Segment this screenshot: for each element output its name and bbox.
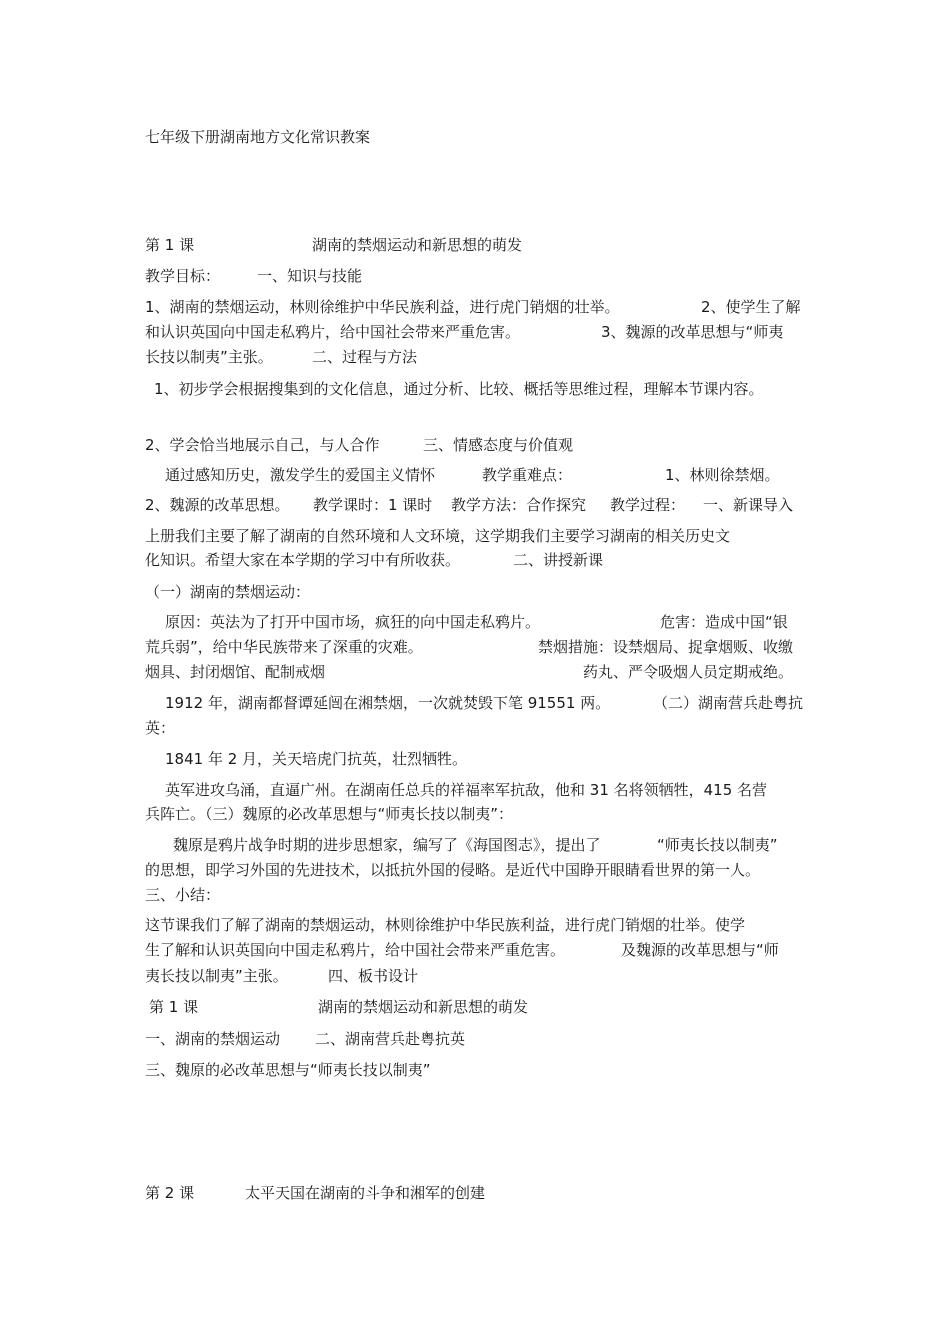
objective-knowledge: 一、知识与技能 xyxy=(257,267,363,285)
paragraph-line: 英军进攻乌涌，直逼广州。在湖南任总兵的祥福率军抗敌，他和 31 名将领牺牲，415 名营 xyxy=(165,781,768,799)
text-segment: 长技以制夷”主张。 xyxy=(145,348,273,366)
text-segment: “师夷长技以制夷” xyxy=(657,836,778,854)
paragraph-line: 1、初步学会根据搜集到的文化信息，通过分析、比较、概括等思维过程，理解本节课内容。 xyxy=(154,380,764,398)
section-heading: （一）湖南的禁烟运动： xyxy=(145,583,311,601)
paragraph-line: 兵阵亡。（三）魏原的必改革思想与“师夷长技以制夷”： xyxy=(145,805,514,823)
paragraph-line: 英： xyxy=(145,719,176,737)
text-segment: 1912 年，湖南都督谭延闿在湘禁烟，一次就焚毁下笔 91551 两。 xyxy=(165,694,611,712)
paragraph-line: 这节课我们了解了湖南的禁烟运动，林则徐维护中华民族利益，进行虎门销烟的壮举。使学 xyxy=(145,916,746,934)
lesson1-number: 第 1 课 xyxy=(145,236,195,254)
text-segment: 通过感知历史，激发学生的爱国主义情怀 xyxy=(165,466,436,484)
text-segment: 教学方法：合作探究 xyxy=(451,496,587,514)
text-segment: 2、学会恰当地展示自己，与人合作 xyxy=(145,436,380,454)
text-segment: 荒兵弱”，给中华民族带来了深重的灾难。 xyxy=(145,638,423,656)
text-segment: 及魏源的改革思想与“师 xyxy=(621,941,779,959)
text-segment: 四、板书设计 xyxy=(328,967,419,985)
paragraph-line: 上册我们主要了解了湖南的自然环境和人文环境，这学期我们主要学习湖南的相关历史文 xyxy=(145,527,731,545)
board-line: 三、魏原的必改革思想与“师夷长技以制夷” xyxy=(145,1061,431,1079)
text-segment: 危害：造成中国“银 xyxy=(660,613,788,631)
lesson2-title: 太平天国在湖南的斗争和湘军的创建 xyxy=(245,1184,486,1202)
text-segment: 3、魏源的改革思想与“师夷 xyxy=(601,323,784,341)
text-segment: 三、情感态度与价值观 xyxy=(423,436,574,454)
text-segment: 教学课时：1 课时 xyxy=(313,496,433,514)
text-segment: 二、过程与方法 xyxy=(312,348,418,366)
text-segment: 1、湖南的禁烟运动，林则徐维护中华民族利益，进行虎门销烟的壮举。 xyxy=(145,298,620,316)
text-segment: 夷长技以制夷”主张。 xyxy=(145,967,288,985)
text-segment: 1、林则徐禁烟。 xyxy=(665,466,780,484)
text-segment: 二、湖南营兵赴粤抗英 xyxy=(315,1030,466,1048)
text-segment: 一、湖南的禁烟运动 xyxy=(145,1030,281,1048)
text-segment: 2、使学生了解 xyxy=(701,298,801,316)
text-segment: （二）湖南营兵赴粤抗 xyxy=(653,694,804,712)
lesson1-title: 湖南的禁烟运动和新思想的萌发 xyxy=(312,236,523,254)
text-segment: 生了解和认识英国向中国走私鸦片，给中国社会带来严重危害。 xyxy=(145,941,566,959)
text-segment: 魏原是鸦片战争时期的进步思想家，编写了《海国图志》，提出了 xyxy=(173,836,601,854)
board-lesson-number: 第 1 课 xyxy=(149,998,199,1016)
text-segment: 原因：英法为了打开中国市场，疯狂的向中国走私鸦片。 xyxy=(165,613,541,631)
text-segment: 药丸、严令吸烟人员定期戒绝。 xyxy=(583,663,794,681)
text-segment: 禁烟措施：设禁烟局、捉拿烟贩、收缴 xyxy=(538,638,794,656)
objectives-label: 教学目标： xyxy=(145,267,221,285)
section-heading: 三、小结： xyxy=(145,886,221,904)
text-segment: 2、魏源的改革思想。 xyxy=(145,496,290,514)
text-segment: 教学重难点： xyxy=(482,466,573,484)
text-segment: 二、讲授新课 xyxy=(513,551,604,569)
lesson2-number: 第 2 课 xyxy=(145,1184,195,1202)
text-segment: 和认识英国向中国走私鸦片，给中国社会带来严重危害。 xyxy=(145,323,521,341)
text-segment: 教学过程： xyxy=(610,496,686,514)
paragraph-line: 的思想，即学习外国的先进技术，以抵抗外国的侵略。是近代中国睁开眼睛看世界的第一人。 xyxy=(145,861,761,879)
paragraph-line: 1841 年 2 月，关天培虎门抗英，壮烈牺牲。 xyxy=(165,750,468,768)
text-segment: 烟具、封闭烟馆、配制戒烟 xyxy=(145,663,326,681)
board-lesson-title: 湖南的禁烟运动和新思想的萌发 xyxy=(318,998,529,1016)
document-title: 七年级下册湖南地方文化常识教案 xyxy=(145,128,371,146)
text-segment: 一、新课导入 xyxy=(703,496,794,514)
text-segment: 化知识。希望大家在本学期的学习中有所收获。 xyxy=(145,551,461,569)
